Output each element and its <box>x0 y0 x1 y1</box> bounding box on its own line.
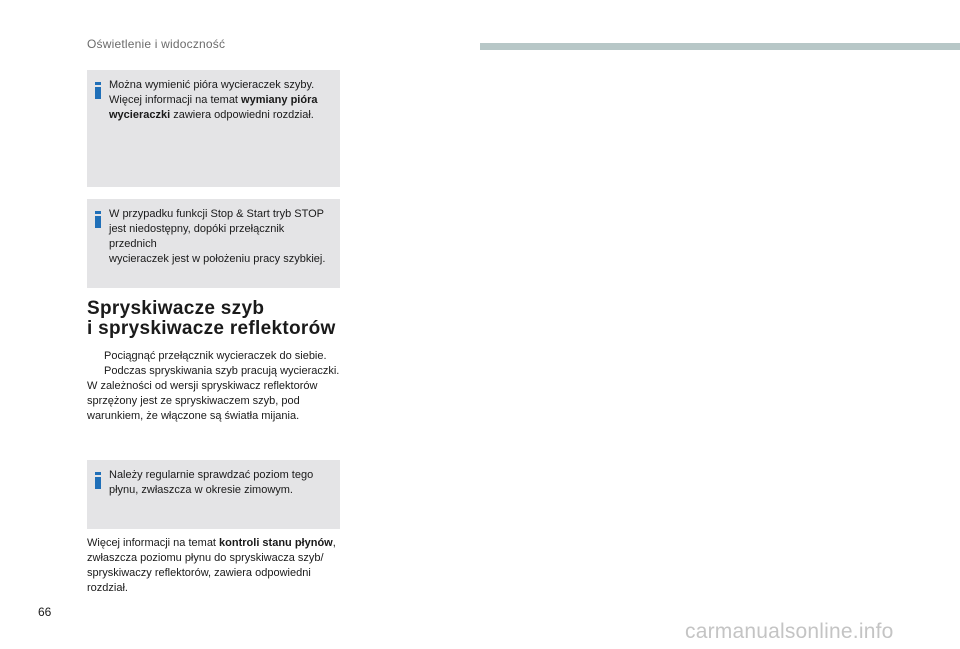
info-box-wiper-blades <box>87 70 340 187</box>
paragraph-line: warunkiem, że włączone są światła mijania. <box>87 410 300 422</box>
paragraph-line: spryskiwaczy reflektorów, zawiera odpowiedni <box>87 567 311 579</box>
info-box-stop-start <box>87 199 340 288</box>
info-line: płynu, zwłaszcza w okresie zimowym. <box>109 484 293 496</box>
header-bar <box>480 43 960 50</box>
info-text <box>109 207 335 267</box>
paragraph-line: zwłaszcza poziomu płynu do spryskiwacza szyb/ <box>87 552 324 564</box>
instruction-line: Podczas spryskiwania szyb pracują wycieraczki. <box>104 365 340 377</box>
page-number: 66 <box>38 605 52 619</box>
paragraph-line: Więcej informacji na temat kontroli stanu płynów, <box>87 537 336 549</box>
info-line: Należy regularnie sprawdzać poziom tego <box>109 469 314 481</box>
paragraph-fluid-checks <box>87 536 345 596</box>
section-title: Oświetlenie i widoczność <box>87 37 226 51</box>
info-line: jest niedostępny, dopóki przełącznik przednich <box>109 223 285 250</box>
info-line: Można wymienić pióra wycieraczek szyby. <box>109 79 315 91</box>
info-line: W przypadku funkcji Stop & Start tryb STOP <box>109 208 324 220</box>
watermark: carmanualsonline.info <box>685 620 894 643</box>
info-text <box>109 78 335 123</box>
info-box-fluid-level <box>87 460 340 529</box>
instruction-line: Pociągnąć przełącznik wycieraczek do siebie. <box>104 350 327 362</box>
info-line: wycieraczki zawiera odpowiedni rozdział. <box>109 109 314 121</box>
info-text <box>109 468 335 498</box>
instruction-block <box>87 349 345 379</box>
paragraph-line: rozdział. <box>87 582 128 594</box>
info-line: Więcej informacji na temat wymiany pióra <box>109 94 318 106</box>
paragraph-line: sprzężony jest ze spryskiwaczem szyb, pod <box>87 395 300 407</box>
heading-line: i spryskiwacze reflektorów <box>87 318 336 339</box>
info-line: wycieraczek jest w położeniu pracy szybkiej. <box>109 253 326 265</box>
paragraph-line: W zależności od wersji spryskiwacz reflektorów <box>87 380 318 392</box>
instruction-item <box>87 349 345 379</box>
section-heading <box>87 299 347 339</box>
paragraph-headlamp-washers <box>87 379 345 424</box>
heading-line: Spryskiwacze szyb <box>87 298 265 319</box>
